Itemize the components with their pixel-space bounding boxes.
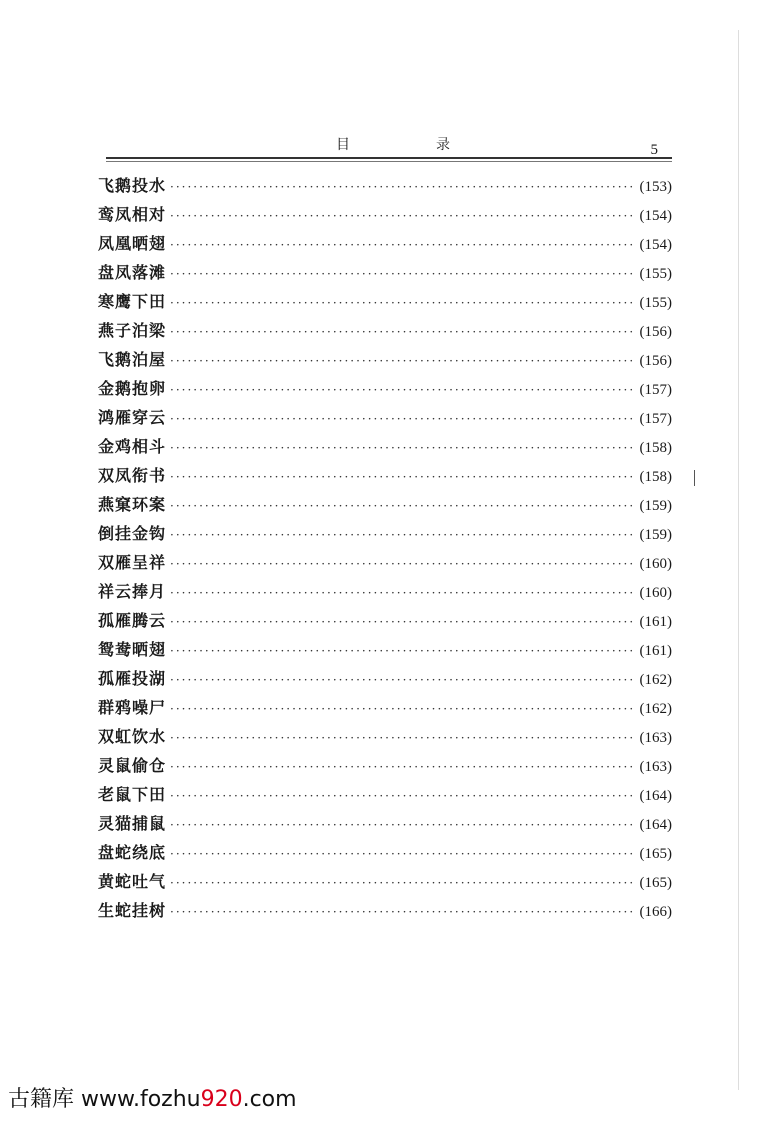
toc-entry: [98, 289, 678, 318]
watermark: [8, 1082, 297, 1113]
toc-entry-page: (161): [639, 643, 672, 659]
toc-entry-page: (155): [639, 295, 672, 311]
toc-entry-title: 凤凰晒翅: [98, 234, 167, 253]
toc-dot-leader: [170, 499, 635, 513]
toc-entry: [98, 231, 678, 260]
toc-entry-title: 生蛇挂树: [98, 901, 167, 920]
toc-dot-leader: [170, 644, 635, 658]
toc-entry: [98, 608, 678, 637]
toc-entry-title: 祥云捧月: [98, 582, 167, 601]
edge-mark: [694, 470, 695, 486]
toc-entry: [98, 579, 678, 608]
toc-dot-leader: [170, 267, 635, 281]
toc-entry-page: (160): [639, 556, 672, 572]
toc-entry-title: 灵鼠偷仓: [98, 756, 167, 775]
toc-entry: [98, 434, 678, 463]
toc-entry-title: 老鼠下田: [98, 785, 167, 804]
toc-entry-page: (163): [639, 730, 672, 746]
toc-entry-title: 双虹饮水: [98, 727, 167, 746]
toc-entry-title: 双雁呈祥: [98, 553, 167, 572]
toc-entry-page: (159): [639, 527, 672, 543]
header-rule-thin: [106, 161, 672, 162]
toc-dot-leader: [170, 760, 635, 774]
toc-dot-leader: [170, 789, 635, 803]
toc-entry: [98, 550, 678, 579]
toc-entry-page: (158): [639, 469, 672, 485]
toc-entry-title: 燕窠环案: [98, 495, 167, 514]
toc-entry-page: (162): [639, 672, 672, 688]
toc-entry: [98, 202, 678, 231]
toc-entry-page: (163): [639, 759, 672, 775]
toc-entry: [98, 318, 678, 347]
toc-entry: [98, 463, 678, 492]
toc-entry-page: (157): [639, 411, 672, 427]
toc-entry-title: 孤雁投湖: [98, 669, 167, 688]
watermark-suffix: .com: [242, 1087, 297, 1112]
toc-dot-leader: [170, 673, 635, 687]
toc-entry: [98, 724, 678, 753]
toc-dot-leader: [170, 238, 635, 252]
watermark-number: 920: [200, 1087, 243, 1112]
toc-entry-page: (160): [639, 585, 672, 601]
toc-entry-title: 盘蛇绕底: [98, 843, 167, 862]
toc-dot-leader: [170, 586, 635, 600]
toc-dot-leader: [170, 325, 635, 339]
toc-entry-page: (153): [639, 179, 672, 195]
toc-entry-title: 金鸡相斗: [98, 437, 167, 456]
toc-entry-title: 飞鹅投水: [98, 176, 167, 195]
toc-dot-leader: [170, 470, 635, 484]
toc-entry: [98, 521, 678, 550]
page-header: [106, 130, 672, 160]
toc-entry: [98, 376, 678, 405]
toc-entry: [98, 869, 678, 898]
toc-entry-title: 倒挂金钩: [98, 524, 167, 543]
toc-entry-page: (156): [639, 324, 672, 340]
toc-dot-leader: [170, 818, 635, 832]
toc-entry-page: (158): [639, 440, 672, 456]
toc-entry-page: (159): [639, 498, 672, 514]
toc-entry-title: 鸳鸯晒翅: [98, 640, 167, 659]
toc-dot-leader: [170, 441, 635, 455]
toc-entry-page: (164): [639, 817, 672, 833]
toc-entry: [98, 666, 678, 695]
toc-entry-page: (166): [639, 904, 672, 920]
toc-entry-page: (165): [639, 875, 672, 891]
toc-dot-leader: [170, 528, 635, 542]
toc-entry-title: 孤雁腾云: [98, 611, 167, 630]
toc-dot-leader: [170, 383, 635, 397]
header-title-right: 录: [436, 137, 450, 153]
toc-entry: [98, 637, 678, 666]
toc-entry-title: 灵猫捕鼠: [98, 814, 167, 833]
toc-dot-leader: [170, 615, 635, 629]
toc-dot-leader: [170, 354, 635, 368]
toc-entry: [98, 405, 678, 434]
toc-entry-title: 黄蛇吐气: [98, 872, 167, 891]
header-title-left: 目: [336, 137, 350, 153]
toc-entry-page: (162): [639, 701, 672, 717]
toc-dot-leader: [170, 296, 635, 310]
toc-entry: [98, 840, 678, 869]
toc-entry-page: (165): [639, 846, 672, 862]
toc-entry-page: (156): [639, 353, 672, 369]
toc-entry-title: 鸿雁穿云: [98, 408, 167, 427]
toc-entry-title: 金鹅抱卵: [98, 379, 167, 398]
toc-dot-leader: [170, 412, 635, 426]
toc-entry-title: 群鸦噪尸: [98, 698, 167, 717]
toc-entry-title: 飞鹅泊屋: [98, 350, 167, 369]
toc-entry: [98, 753, 678, 782]
toc-entry-page: (161): [639, 614, 672, 630]
toc-entry: [98, 260, 678, 289]
toc-dot-leader: [170, 180, 635, 194]
toc-entry-title: 盘凤落滩: [98, 263, 167, 282]
toc-entry-title: 燕子泊梁: [98, 321, 167, 340]
toc-entry-title: 鸾凤相对: [98, 205, 167, 224]
toc-entry: [98, 492, 678, 521]
toc-dot-leader: [170, 209, 635, 223]
toc-dot-leader: [170, 731, 635, 745]
toc-entry: [98, 811, 678, 840]
header-rule: [106, 157, 672, 159]
toc-dot-leader: [170, 847, 635, 861]
toc-dot-leader: [170, 905, 635, 919]
toc-entry-page: (154): [639, 237, 672, 253]
toc-entry-title: 双凤衔书: [98, 466, 167, 485]
page-edge: [738, 30, 776, 1090]
toc-entry-page: (157): [639, 382, 672, 398]
toc-entry-page: (164): [639, 788, 672, 804]
toc-dot-leader: [170, 876, 635, 890]
page-number: 5: [650, 142, 658, 158]
toc-entry: [98, 695, 678, 724]
toc-dot-leader: [170, 557, 635, 571]
toc-entry: [98, 782, 678, 811]
toc-entry-title: 寒鹰下田: [98, 292, 167, 311]
toc-entry-page: (154): [639, 208, 672, 224]
watermark-text: 古籍库 www.fozhu: [8, 1087, 201, 1112]
toc-entry: [98, 173, 678, 202]
toc-entry: [98, 347, 678, 376]
toc-entry: [98, 898, 678, 927]
table-of-contents: [98, 173, 678, 927]
toc-dot-leader: [170, 702, 635, 716]
toc-entry-page: (155): [639, 266, 672, 282]
